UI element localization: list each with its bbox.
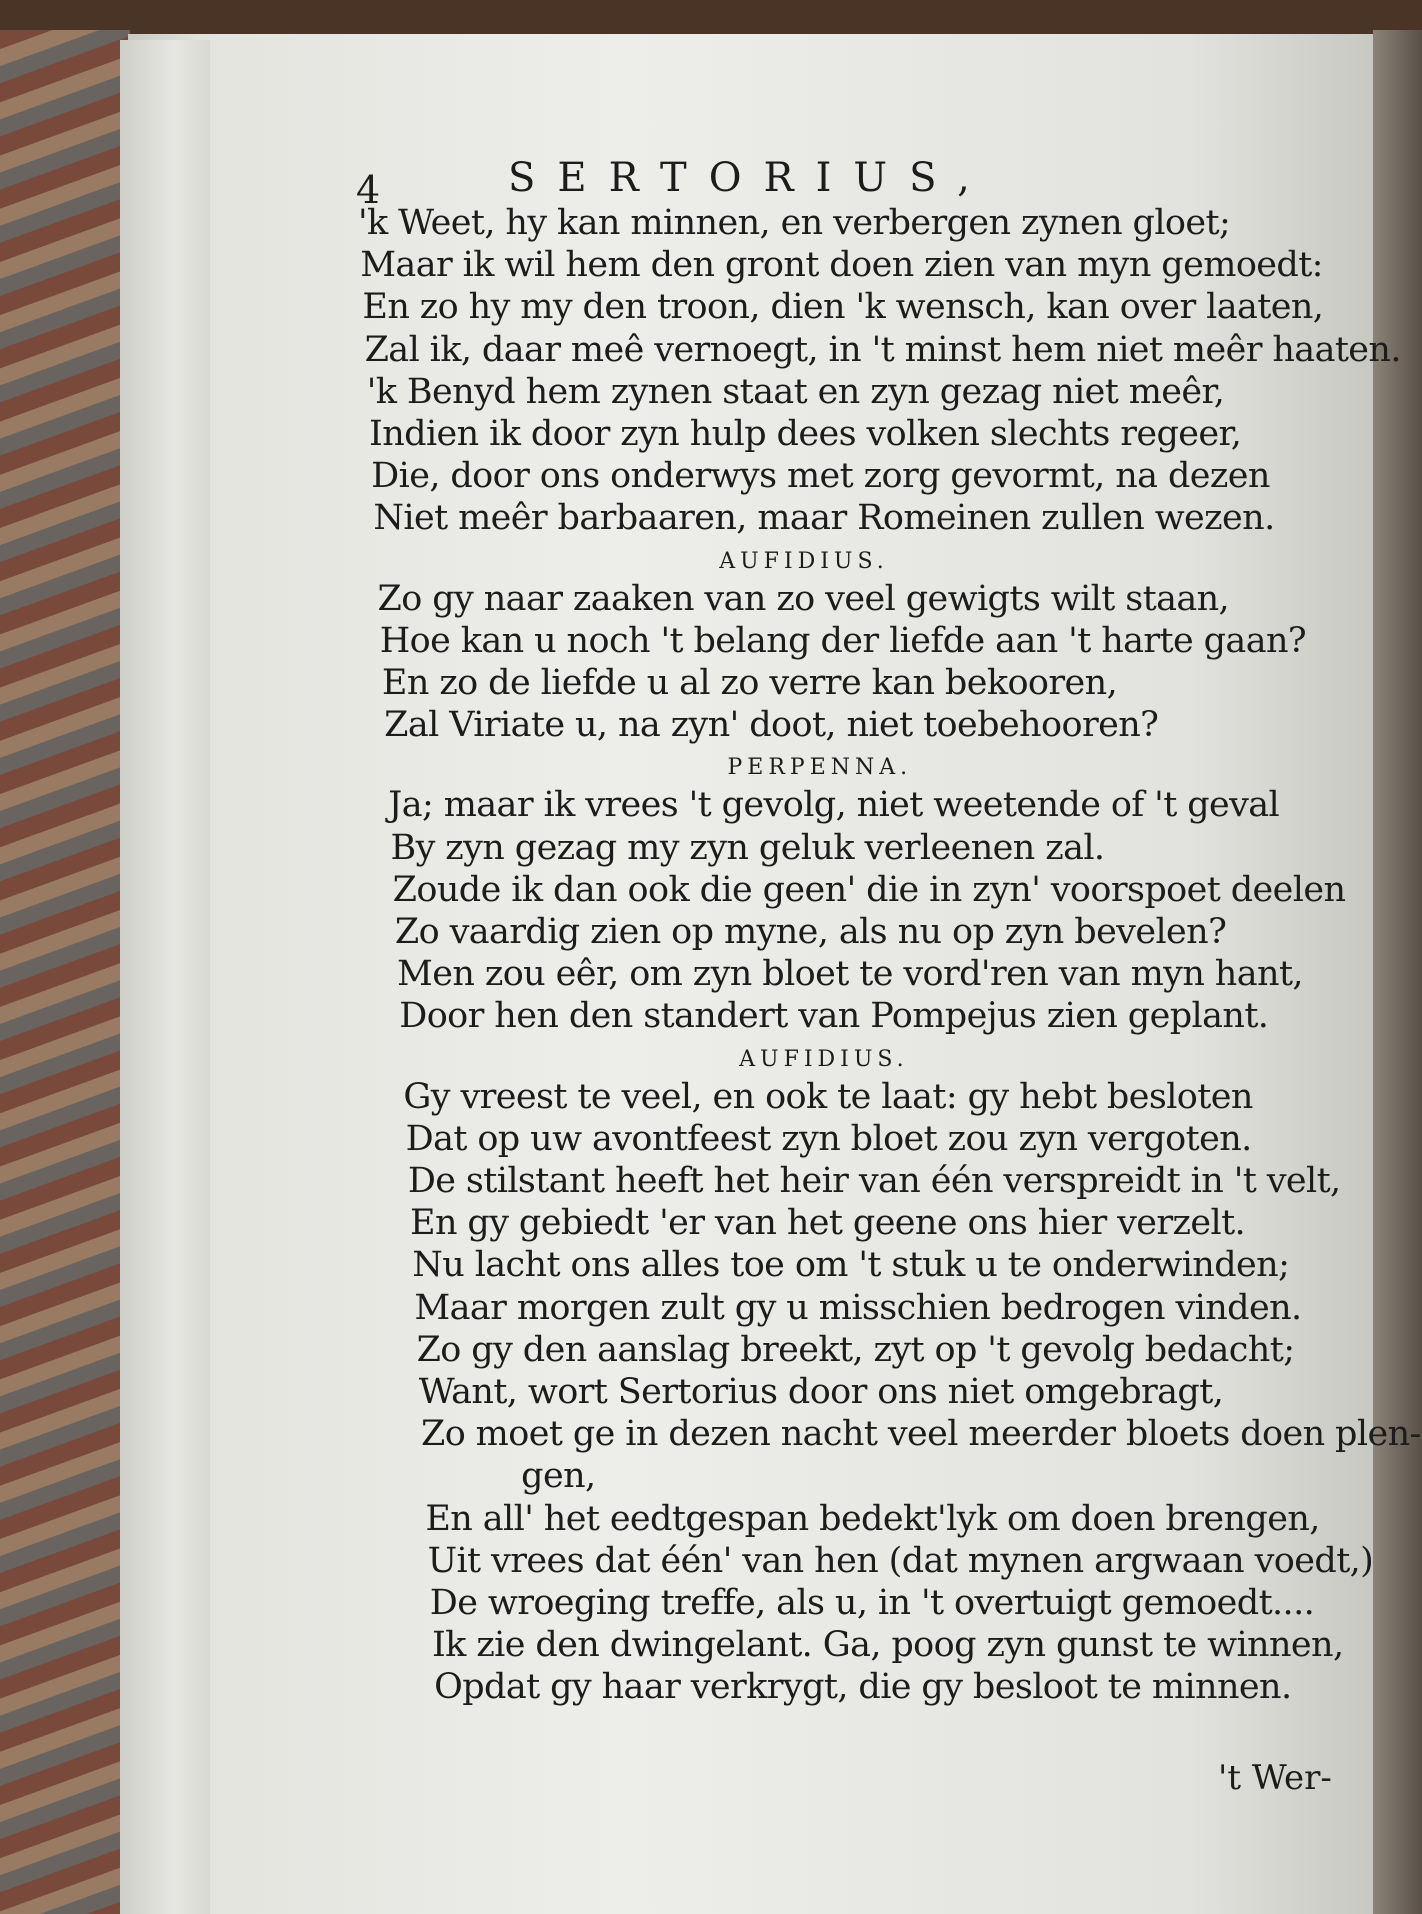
- verse-line: Door hen den standert van Pompejus zien geplant.: [399, 996, 1269, 1037]
- speaker-name: PERPENNA.: [727, 755, 913, 781]
- verse-line: En zo de liefde u al zo verre kan bekooren,: [381, 663, 1118, 703]
- verse-line: En gy gebiedt 'er van het geene ons hier verzelt.: [410, 1203, 1246, 1244]
- verse-line: Hoe kan u noch 't belang der liefde aan 't harte gaan?: [379, 620, 1307, 661]
- verse-line: Uit vrees dat één' van hen (dat mynen argwaan voedt,): [427, 1540, 1374, 1581]
- verse-line: Maar morgen zult gy u misschien bedrogen vinden.: [414, 1287, 1302, 1328]
- running-head: SERTORIUS,: [508, 155, 992, 201]
- verse-line: Niet meêr barbaaren, maar Romeinen zullen wezen.: [373, 498, 1275, 539]
- verse-line: 'k Benyd hem zynen staat en zyn gezag niet meêr,: [366, 371, 1225, 412]
- verse-line: De wroeging treffe, als u, in 't overtuigt gemoedt....: [429, 1583, 1315, 1623]
- verse-line: Zo gy den aanslag breekt, zyt op 't gevolg bedacht;: [416, 1329, 1295, 1370]
- verse-line: Ik zie den dwingelant. Ga, poog zyn gunst te winnen,: [431, 1625, 1344, 1666]
- verse-line: Dat op uw avontfeest zyn bloet zou zyn vergoten.: [405, 1118, 1252, 1159]
- verse-line: Indien ik door zyn hulp dees volken slechts regeer,: [368, 414, 1242, 454]
- page-number: 4: [356, 168, 381, 212]
- verse-line: Want, wort Sertorius door ons niet omgebragt,: [418, 1372, 1224, 1412]
- verse-line: Nu lacht ons alles toe om 't stuk u te onderwinden;: [412, 1245, 1290, 1286]
- verse-line: En all' het eedtgespan bedekt'lyk om doen brengen,: [425, 1498, 1320, 1539]
- verse-line: Maar ik wil hem den gront doen zien van myn gemoedt:: [360, 245, 1323, 286]
- verse-line: De stilstant heeft het heir van één verspreidt in 't velt,: [407, 1161, 1341, 1201]
- verse-line: En zo hy my den troon, dien 'k wensch, kan over laaten,: [362, 287, 1324, 328]
- verse-line: By zyn gezag my zyn geluk verleenen zal.: [390, 827, 1105, 868]
- speaker-name: AUFIDIUS.: [739, 1046, 909, 1072]
- speaker-name: AUFIDIUS.: [719, 548, 889, 574]
- verse-line: Gy vreest te veel, en ook te laat: gy hebt besloten: [403, 1076, 1253, 1117]
- verse-line: Zoude ik dan ook die geen' die in zyn' voorspoet deelen: [392, 869, 1346, 910]
- verse-line: Die, door ons onderwys met zorg gevormt, na dezen: [371, 456, 1270, 497]
- verse-line: Zo moet ge in dezen nacht veel meerder bloets doen plen-: [420, 1414, 1421, 1455]
- verse-line: gen,: [521, 1456, 596, 1497]
- verse-line: Ja; maar ik vrees 't gevolg, niet weetende of 't geval: [388, 785, 1280, 826]
- verse-line: Zal ik, daar meê vernoegt, in 't minst hem niet meêr haaten.: [364, 329, 1401, 370]
- verse-line: Opdat gy haar verkrygt, die gy besloot te minnen.: [434, 1667, 1292, 1708]
- verse-line: Zo gy naar zaaken van zo veel gewigts wilt staan,: [377, 578, 1230, 619]
- verse-line: Men zou eêr, om zyn bloet te vord'ren van myn hant,: [397, 954, 1303, 995]
- verse-line: 'k Weet, hy kan minnen, en verbergen zynen gloet;: [358, 203, 1231, 243]
- verse-line: Zo vaardig zien op myne, als nu op zyn bevelen?: [394, 912, 1227, 952]
- catchword: 't Wer-: [1218, 1758, 1332, 1798]
- verse-line: Zal Viriate u, na zyn' doot, niet toebehooren?: [384, 705, 1159, 746]
